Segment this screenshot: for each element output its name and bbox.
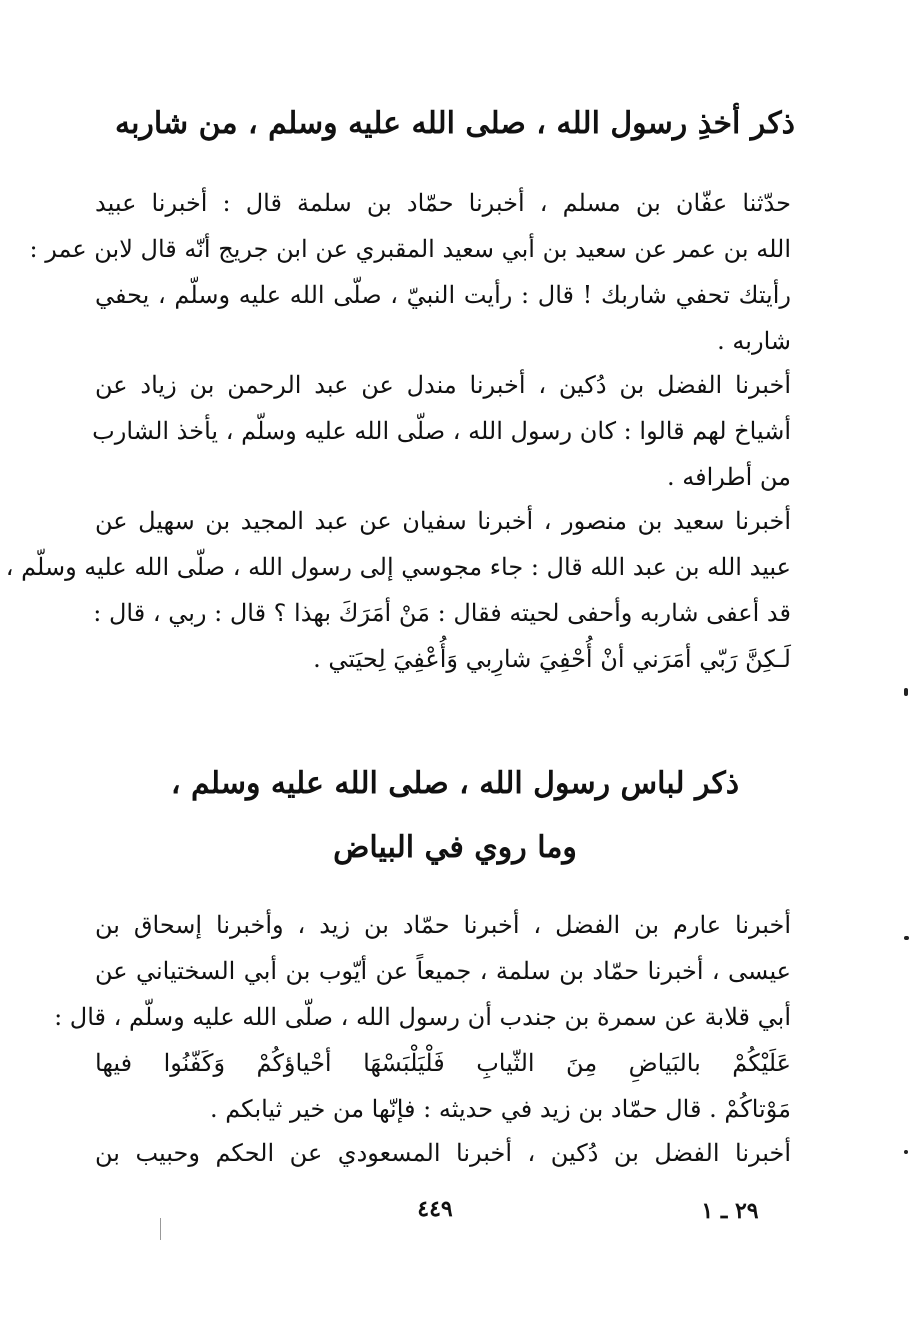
- text-line: أخبرنا عارم بن الفضل ، أخبرنا حمّاد بن زيد ، وأخبرنا إسحاق بن: [95, 911, 791, 939]
- text-line: عَلَيْكُمْ بالبَياضِ مِنَ الثّيابِ فَلْيَلْبَسْهَا أحْياؤكُمْ وَكَفّنُوا فيها: [95, 1049, 791, 1077]
- scan-speck: [904, 936, 909, 940]
- text-line: الله بن عمر عن سعيد بن أبي سعيد المقبري عن ابن جريج أنّه قال لابن عمر :: [29, 235, 791, 263]
- text-line: أخبرنا الفضل بن دُكين ، أخبرنا مندل عن عبد الرحمن بن زياد عن: [95, 371, 791, 399]
- text-line: حدّثنا عفّان بن مسلم ، أخبرنا حمّاد بن سلمة قال : أخبرنا عبيد: [95, 189, 791, 217]
- paragraph: [5, 498, 791, 682]
- page-number: ٤٤٩: [417, 1196, 453, 1222]
- text-line: رأيتك تحفي شاربك ! قال : رأيت النبيّ ، صلّى الله عليه وسلّم ، يحفي: [95, 281, 791, 309]
- paragraph: [92, 362, 791, 500]
- section-heading-mustache: ذكر أخذِ رسول الله ، صلى الله عليه وسلم ، من شاربه: [115, 106, 795, 141]
- paragraph: [29, 180, 791, 364]
- section-heading-clothing: ذكر لباس رسول الله ، صلى الله عليه وسلم ،: [170, 766, 740, 801]
- paragraph: [95, 1130, 791, 1176]
- text-line: عبيد الله بن عبد الله قال : جاء مجوسي إلى رسول الله ، صلّى الله عليه وسلّم ،: [5, 553, 791, 581]
- text-line: أخبرنا الفضل بن دُكين ، أخبرنا المسعودي عن الحكم وحبيب بن: [95, 1139, 791, 1167]
- text-line: أبي قلابة عن سمرة بن جندب أن رسول الله ، صلّى الله عليه وسلّم ، قال :: [54, 1003, 791, 1031]
- text-line: عيسى ، أخبرنا حمّاد بن سلمة ، جميعاً عن أيّوب بن أبي السختياني عن: [95, 957, 791, 985]
- text-line: أشياخ لهم قالوا : كان رسول الله ، صلّى الله عليه وسلّم ، يأخذ الشارب: [92, 417, 791, 445]
- section-subheading-white: وما روي في البياض: [333, 830, 577, 865]
- text-line: من أطرافه .: [666, 463, 791, 491]
- text-line: أخبرنا سعيد بن منصور ، أخبرنا سفيان عن عبد المجيد بن سهيل عن: [95, 507, 791, 535]
- text-line: شاربه .: [717, 327, 791, 355]
- signature-mark: ٢٩ ـ ١: [701, 1198, 759, 1224]
- scan-speck: [904, 688, 908, 696]
- text-line: لَـكِنَّ رَبّي أمَرَني أنْ أُحْفِيَ شارِبي وَأُعْفِيَ لِحيَتي .: [313, 645, 791, 673]
- paragraph: [54, 902, 791, 1132]
- scan-speck: [904, 1150, 908, 1154]
- text-line: قد أعفى شاربه وأحفى لحيته فقال : مَنْ أمَرَكَ بهذا ؟ قال : ربي ، قال :: [93, 599, 791, 627]
- text-line: مَوْتاكُمْ . قال حمّاد بن زيد في حديثه : فإنّها من خير ثيابكم .: [209, 1095, 791, 1123]
- scan-line: [160, 1218, 161, 1240]
